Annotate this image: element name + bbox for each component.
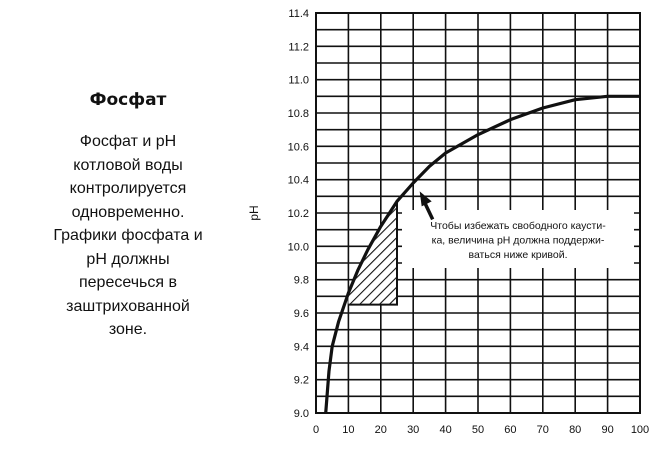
x-tick-label: 10 [342,424,355,436]
side-line: заштрихованной [66,297,190,315]
side-line: пересечься в [78,274,177,291]
y-tick-label: 9.6 [293,308,309,320]
shaded-zone [348,201,397,304]
annotation-text: ваться ниже кривой. [468,249,568,261]
x-tick-label: 100 [630,424,650,436]
side-line: контролируется [69,180,187,197]
side-line: одновременно. [71,203,185,221]
annotation-text: Чтобы избежать свободного каусти- [430,220,606,232]
y-tick-label: 11.2 [288,41,309,54]
side-line: Фосфат и pH [79,133,177,150]
y-tick-label: 9.2 [293,374,309,387]
x-tick-label: 50 [471,424,485,436]
side-line: котловой воды [73,156,183,174]
x-tick-label: 0 [312,424,320,436]
x-tick-label: 90 [601,424,614,436]
x-tick-label: 60 [504,424,517,436]
y-tick-label: 9.8 [293,274,309,287]
y-tick-label: 9.4 [293,341,309,354]
y-tick-label: 11.4 [288,8,309,20]
side-title: Фосфат [89,90,167,110]
y-tick-label: 10.4 [287,174,309,187]
annotation-arrow-head [420,191,432,206]
side-line: Графики фосфата и [53,227,203,244]
y-tick-label: 10.8 [287,108,309,120]
y-tick-label: 9.0 [293,408,309,420]
annotation-text: ка, величина pH должна поддержи- [431,234,605,247]
x-tick-label: 40 [439,424,452,436]
side-line: pH должны [86,250,170,268]
y-tick-label: 10.6 [287,141,309,154]
y-tick-label: 11.0 [288,74,309,87]
y-tick-label: 10.0 [287,241,309,254]
y-tick-label: 10.2 [287,208,309,220]
side-line: зоне. [108,321,148,338]
y-axis-label: pH [247,205,261,221]
x-tick-label: 70 [536,424,549,436]
x-tick-label: 80 [569,424,582,436]
x-tick-label: 20 [374,424,387,436]
x-tick-label: 30 [407,424,420,436]
